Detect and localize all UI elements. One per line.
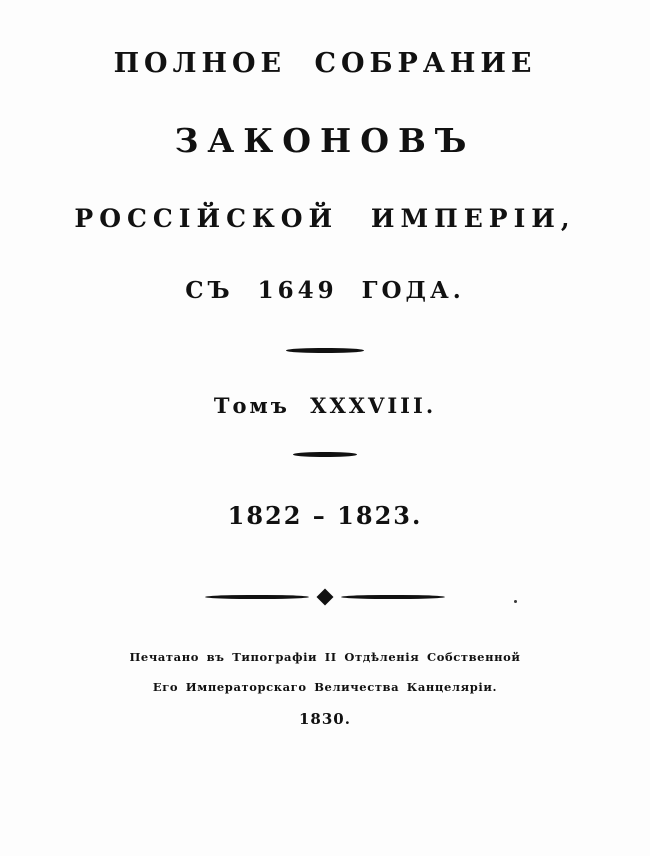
title-line-4: СЪ 1649 ГОДА. bbox=[185, 277, 465, 304]
imprint-line-2: Его Императорскаго Величества Канцелярiи. bbox=[152, 680, 498, 694]
title-line-2: ЗАКОНОВЪ bbox=[174, 121, 476, 160]
rule-ornament-icon bbox=[286, 348, 364, 353]
title-line-1: ПОЛНОЕ СОБРАНИЕ bbox=[113, 48, 537, 79]
divider-bar-right bbox=[341, 595, 445, 599]
year-range: 1822 – 1823. bbox=[227, 501, 423, 530]
rule-ornament-icon-2 bbox=[293, 452, 357, 457]
title-line-3: РОССIЙСКОЙ ИМПЕРIИ, bbox=[74, 204, 576, 233]
imprint-line-1: Печатано въ Типографiи II Отдѣленiя Собственной bbox=[129, 650, 521, 664]
divider-bar-left bbox=[205, 595, 309, 599]
imprint-year: 1830. bbox=[299, 710, 351, 728]
volume-number: Томъ XXXVIII. bbox=[213, 393, 437, 418]
diamond-divider-icon bbox=[205, 590, 445, 604]
paper-speck bbox=[514, 600, 517, 603]
divider-diamond bbox=[317, 589, 334, 606]
title-block bbox=[0, 36, 650, 604]
imprint-block bbox=[0, 650, 650, 728]
